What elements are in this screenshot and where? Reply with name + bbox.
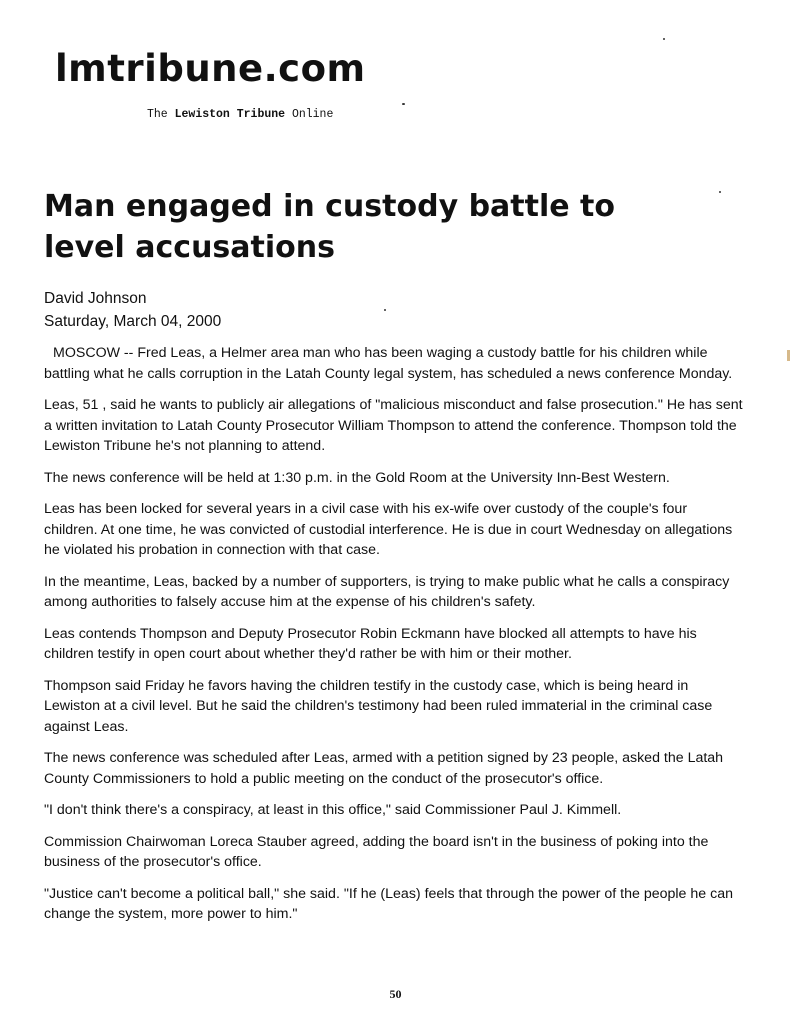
article-paragraph: MOSCOW -- Fred Leas, a Helmer area man who has been waging a custody battle for his children while battling what he calls corruption in the Latah County legal system, has scheduled a news conference Monday. — [44, 345, 733, 382]
article-paragraph: Commission Chairwoman Loreca Stauber agreed, adding the board isn't in the business of poking into the business of the prosecutor's office. — [44, 833, 709, 870]
article-body — [44, 343, 744, 936]
article-paragraph: In the meantime, Leas, backed by a number of supporters, is trying to make public what he calls a conspiracy among authorities to falsely accuse him at the expense of his children's safety. — [44, 573, 730, 610]
article-paragraph: Leas contends Thompson and Deputy Prosecutor Robin Eckmann have blocked all attempts to have his children testify in open court about whether they'd rather be with him or their mother. — [44, 625, 697, 662]
masthead — [55, 47, 366, 121]
scan-speck — [384, 309, 386, 311]
tagline-suffix: Online — [291, 108, 334, 121]
article-paragraph: Leas has been locked for several years in a civil case with his ex-wife over custody of the couple's four children. At one time, he was convicted of custodial interference. He is due in court Wednesday on allegations he violated his probation in connection with that case. — [44, 501, 733, 558]
tagline-prefix: The — [147, 108, 168, 121]
tagline-newspaper-name: Lewiston Tribune — [174, 108, 286, 121]
page-number: 50 — [389, 987, 402, 1001]
article-paragraph: Leas, 51 , said he wants to publicly air allegations of "malicious misconduct and false prosecution." He has sent a written invitation to Latah County Prosecutor William Thompson to attend the conference. Thompson told the Lewiston Tribune he's not planning to attend. — [44, 397, 743, 454]
site-logo-text: lmtribune.com — [55, 47, 366, 90]
article-paragraph: "Justice can't become a political ball," she said. "If he (Leas) feels that through the power of the people he can change the system, more power to him." — [44, 885, 733, 922]
scan-edge-mark — [787, 350, 790, 361]
scan-speck — [402, 103, 405, 105]
author-name: David Johnson — [44, 290, 147, 307]
article-paragraph: Thompson said Friday he favors having the children testify in the custody case, which is being heard in Lewiston at a civil level. But he said the children's testimony had been ruled immaterial in the criminal case against Leas. — [44, 677, 713, 735]
publish-date: Saturday, March 04, 2000 — [44, 313, 222, 330]
article-paragraph: The news conference was scheduled after Leas, armed with a petition signed by 23 people, asked the Latah County Commissioners to hold a public meeting on the conduct of the prosecutor's office. — [44, 750, 724, 787]
scan-speck — [719, 191, 721, 193]
article-headline: Man engaged in custody battle to level accusations — [44, 189, 615, 265]
article-paragraph: "I don't think there's a conspiracy, at least in this office," said Commissioner Paul J. Kimmell. — [44, 802, 622, 818]
site-tagline — [147, 108, 333, 121]
article-paragraph: The news conference will be held at 1:30 p.m. in the Gold Room at the University Inn-Best Western. — [44, 469, 670, 486]
byline — [44, 287, 221, 333]
scan-speck — [663, 38, 665, 40]
